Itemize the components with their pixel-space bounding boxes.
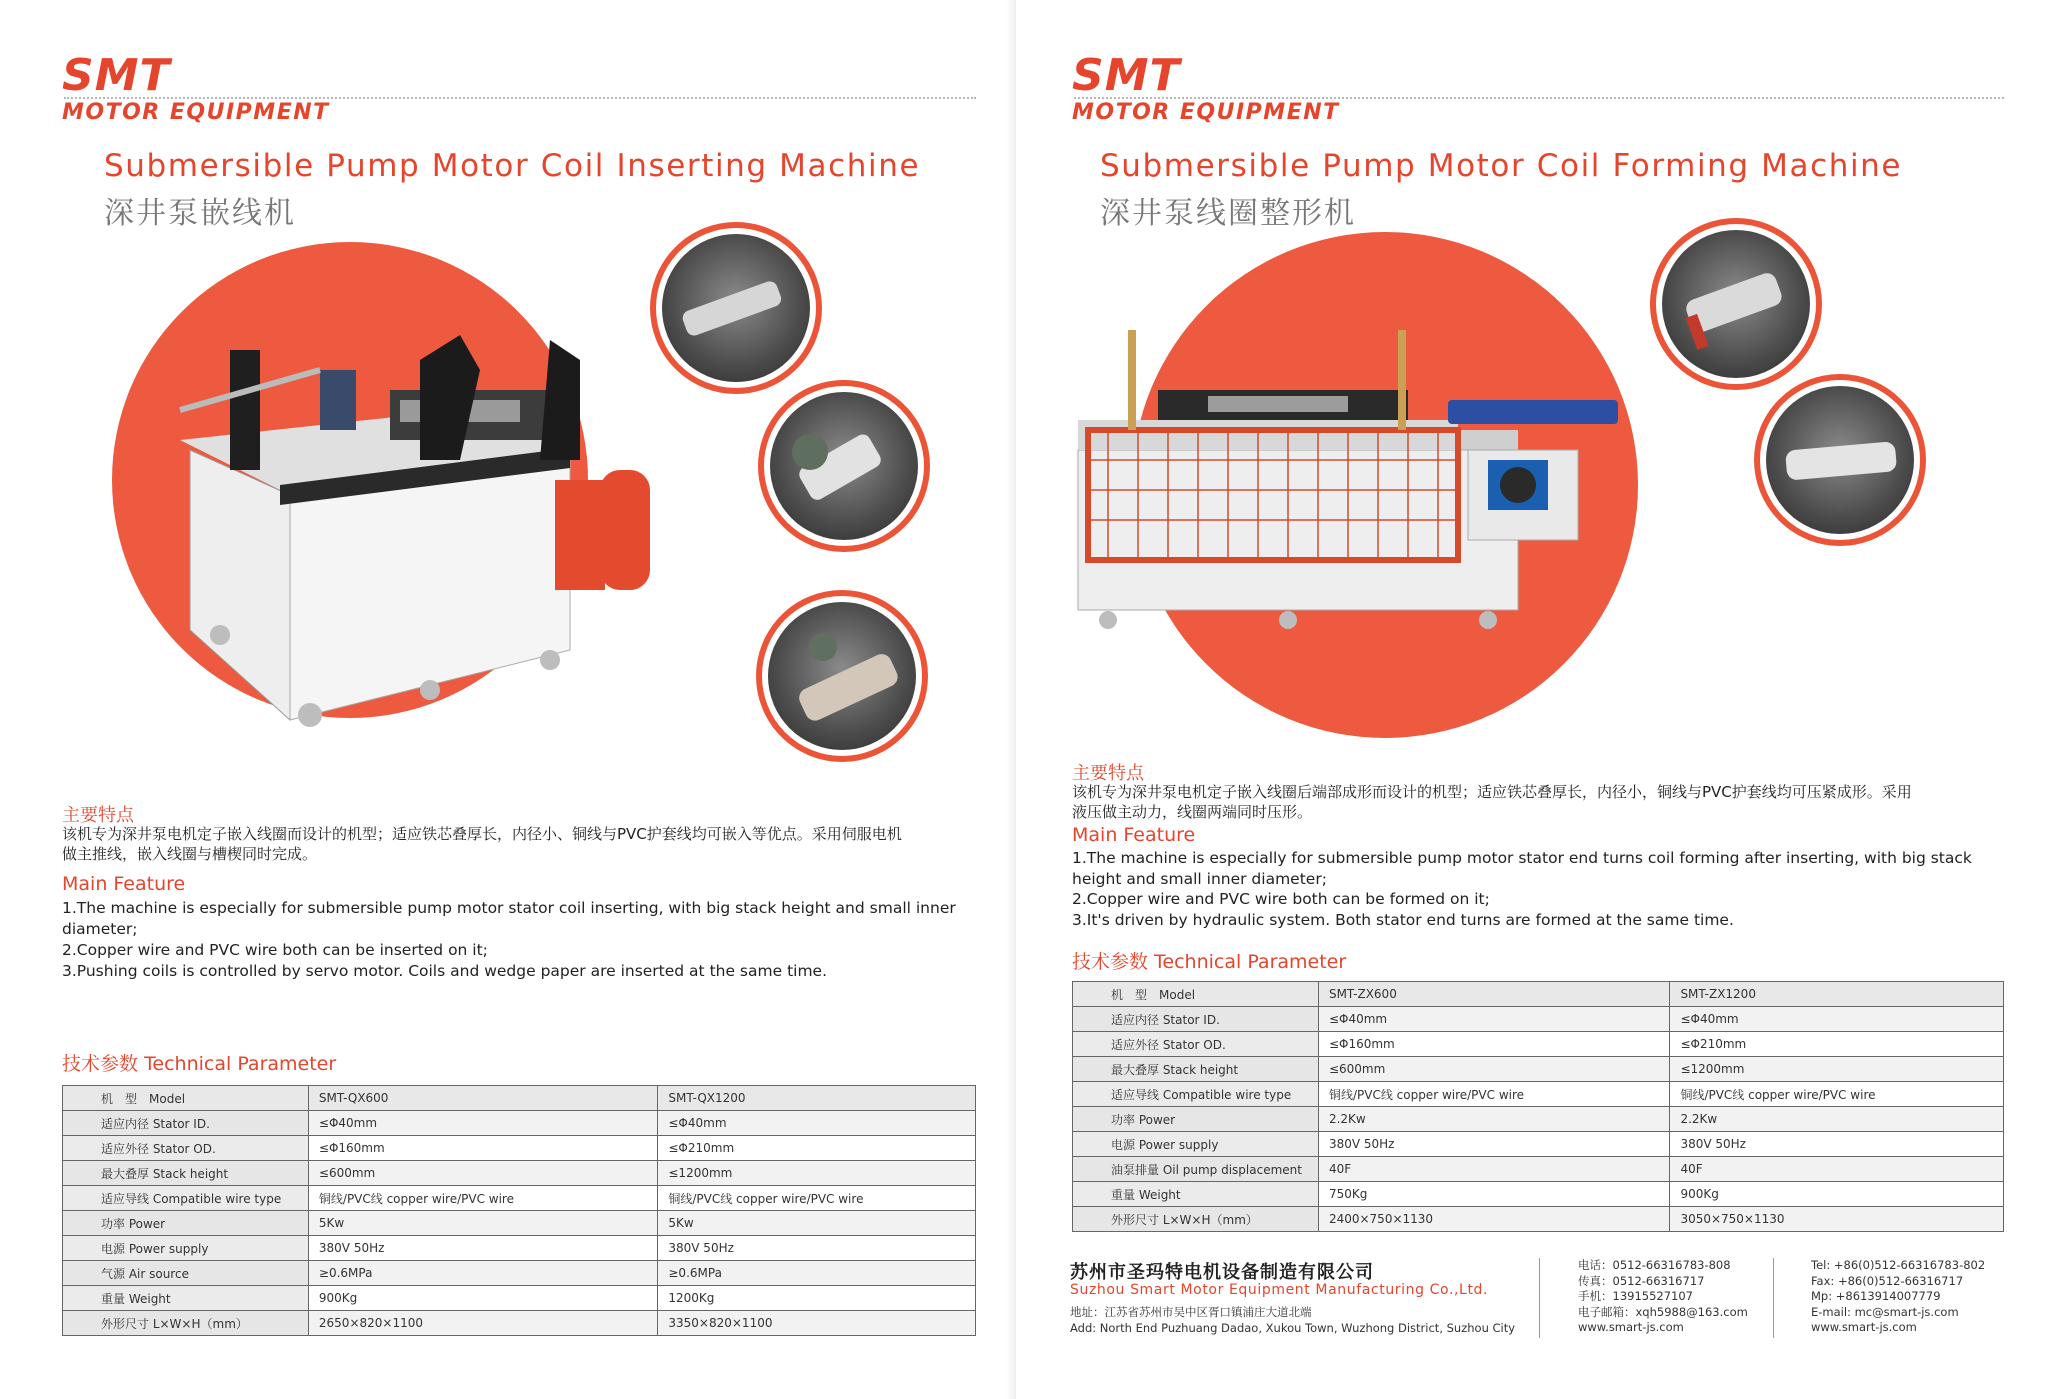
table-value-cell: ≤Φ160mm: [1318, 1032, 1669, 1057]
table-value-cell: 5Kw: [658, 1211, 976, 1236]
feature-line: 液压做主动力，线圈两端同时压形。: [1072, 803, 1313, 821]
brand-subtitle: MOTOR EQUIPMENT: [62, 100, 330, 125]
table-value-cell: 2400×750×1130: [1318, 1207, 1669, 1232]
table-label-cell: 适应导线 Compatible wire type: [1073, 1082, 1319, 1107]
table-row: [1073, 1157, 2004, 1182]
table-value-cell: SMT-QX600: [308, 1086, 657, 1111]
brand-name: SMT: [62, 50, 171, 101]
table-label-cell: 适应内径 Stator ID.: [63, 1111, 309, 1136]
table-value-cell: ≤600mm: [1318, 1057, 1669, 1082]
page-title-en: Submersible Pump Motor Coil Forming Machine: [1100, 148, 1903, 184]
table-label-cell: 适应导线 Compatible wire type: [63, 1186, 309, 1211]
table-row: [63, 1236, 976, 1261]
table-label-cell: 适应外径 Stator OD.: [1073, 1032, 1319, 1057]
table-value-cell: ≤600mm: [308, 1161, 657, 1186]
table-row: [63, 1111, 976, 1136]
stator-detail-photo: [1766, 386, 1914, 534]
table-label-cell: 机 型 Model: [1073, 982, 1319, 1007]
table-header-row: [1073, 982, 2004, 1007]
feature-text-cn: [62, 824, 982, 864]
page-title-en: Submersible Pump Motor Coil Inserting Machine: [104, 148, 921, 184]
feature-heading-cn: 主要特点: [62, 805, 134, 826]
left-page: [0, 0, 1016, 1399]
feature-line: 3.It's driven by hydraulic system. Both stator end turns are formed at the same time.: [1072, 910, 1734, 929]
table-row: [1073, 1007, 2004, 1032]
table-label-cell: 机 型 Model: [63, 1086, 309, 1111]
table-row: [63, 1211, 976, 1236]
contact-line: Tel: +86(0)512-66316783-802: [1811, 1258, 1986, 1272]
feature-line: height and small inner diameter;: [1072, 869, 1327, 888]
table-row: [1073, 1182, 2004, 1207]
table-value-cell: 3350×820×1100: [658, 1311, 976, 1336]
feature-heading-en: Main Feature: [1072, 824, 1196, 846]
table-label-cell: 重量 Weight: [1073, 1182, 1319, 1207]
table-row: [1073, 1107, 2004, 1132]
feature-text-cn: [1072, 782, 2012, 822]
detail-photo-3: [756, 590, 928, 762]
table-row: [63, 1286, 976, 1311]
detail-photo-2: [758, 380, 930, 552]
table-value-cell: 900Kg: [308, 1286, 657, 1311]
table-row: [63, 1261, 976, 1286]
table-value-cell: ≤Φ40mm: [1670, 1007, 2004, 1032]
website-link[interactable]: www.smart-js.com: [1578, 1320, 1684, 1334]
table-row: [1073, 1032, 2004, 1057]
table-value-cell: 铜线/PVC线 copper wire/PVC wire: [1318, 1082, 1669, 1107]
table-value-cell: ≤Φ210mm: [1670, 1032, 2004, 1057]
table-value-cell: 铜线/PVC线 copper wire/PVC wire: [658, 1186, 976, 1211]
table-header-row: [63, 1086, 976, 1111]
contact-line: Mp: +8613914007779: [1811, 1289, 1941, 1303]
table-label-cell: 外形尺寸 L×W×H（mm）: [1073, 1207, 1319, 1232]
table-row: [63, 1136, 976, 1161]
table-row: [1073, 1207, 2004, 1232]
contact-line: 电子邮箱：xqh5988@163.com: [1578, 1304, 1748, 1319]
feature-line: 2.Copper wire and PVC wire both can be formed on it;: [1072, 890, 1490, 908]
address-cn: 地址：江苏省苏州市吴中区胥口镇浦庄大道北端: [1070, 1305, 1312, 1319]
brand-logo-left: [62, 52, 330, 126]
feature-line: 该机专为深井泵电机定子嵌入线圈而设计的机型；适应铁芯叠厚长，内径小、铜线与PVC护套线均可嵌入等优点。采用伺服电机: [62, 825, 902, 843]
spec-table-left: [62, 1085, 976, 1336]
spec-table-right: [1072, 981, 2004, 1232]
table-value-cell: SMT-ZX1200: [1670, 982, 2004, 1007]
table-label-cell: 重量 Weight: [63, 1286, 309, 1311]
table-value-cell: 40F: [1318, 1157, 1669, 1182]
footer-separator: [1773, 1258, 1774, 1338]
company-name-en: Suzhou Smart Motor Equipment Manufacturing Co.,Ltd.: [1070, 1282, 1489, 1298]
table-label-cell: 功率 Power: [63, 1211, 309, 1236]
contact-line: 电话：0512-66316783-808: [1578, 1258, 1731, 1272]
table-label-cell: 外形尺寸 L×W×H（mm）: [63, 1311, 309, 1336]
detail-photo-1: [1650, 218, 1822, 390]
address-block: [1070, 1305, 1515, 1336]
feature-line: 做主推线，嵌入线圈与槽楔同时完成。: [62, 845, 318, 863]
table-row: [63, 1186, 976, 1211]
contact-en: [1811, 1258, 1985, 1336]
table-value-cell: 1200Kg: [658, 1286, 976, 1311]
table-label-cell: 电源 Power supply: [1073, 1132, 1319, 1157]
footer-separator: [1539, 1258, 1540, 1338]
table-value-cell: 3050×750×1130: [1670, 1207, 2004, 1232]
table-value-cell: 铜线/PVC线 copper wire/PVC wire: [308, 1186, 657, 1211]
feature-line: diameter;: [62, 920, 138, 938]
table-label-cell: 气源 Air source: [63, 1261, 309, 1286]
stator-detail-photo: [768, 602, 916, 750]
table-value-cell: ≤Φ40mm: [308, 1111, 657, 1136]
table-value-cell: SMT-ZX600: [1318, 982, 1669, 1007]
feature-heading-cn: 主要特点: [1072, 763, 1144, 784]
table-row: [1073, 1082, 2004, 1107]
feature-line: 1.The machine is especially for submersible pump motor stator coil inserting, with big stack height and small inner: [62, 899, 956, 917]
brand-subtitle: MOTOR EQUIPMENT: [1072, 100, 1340, 125]
table-label-cell: 功率 Power: [1073, 1107, 1319, 1132]
website-link[interactable]: www.smart-js.com: [1811, 1320, 1917, 1334]
detail-photo-2: [1754, 374, 1926, 546]
table-value-cell: ≤Φ40mm: [658, 1111, 976, 1136]
feature-text-en: [1072, 848, 2022, 930]
table-value-cell: 5Kw: [308, 1211, 657, 1236]
contact-line: 传真：0512-66316717: [1578, 1273, 1705, 1288]
feature-line: 1.The machine is especially for submersible pump motor stator end turns coil forming after inserting, with big stack: [1072, 849, 1972, 867]
contact-line: 手机：13915527107: [1578, 1289, 1693, 1303]
table-label-cell: 适应内径 Stator ID.: [1073, 1007, 1319, 1032]
table-value-cell: 2.2Kw: [1318, 1107, 1669, 1132]
table-value-cell: ≥0.6MPa: [658, 1261, 976, 1286]
table-value-cell: 900Kg: [1670, 1182, 2004, 1207]
table-value-cell: 380V 50Hz: [658, 1236, 976, 1261]
table-value-cell: 380V 50Hz: [1318, 1132, 1669, 1157]
stator-detail-photo: [770, 392, 918, 540]
table-label-cell: 油泵排量 Oil pump displacement: [1073, 1157, 1319, 1182]
table-value-cell: ≤Φ160mm: [308, 1136, 657, 1161]
contact-line: Fax: +86(0)512-66316717: [1811, 1273, 1964, 1288]
page-title-cn: 深井泵线圈整形机: [1100, 196, 1356, 231]
table-value-cell: 750Kg: [1318, 1182, 1669, 1207]
table-value-cell: 铜线/PVC线 copper wire/PVC wire: [1670, 1082, 2004, 1107]
param-heading: 技术参数 Technical Parameter: [62, 1053, 337, 1075]
table-value-cell: 40F: [1670, 1157, 2004, 1182]
table-label-cell: 最大叠厚 Stack height: [63, 1161, 309, 1186]
table-row: [63, 1161, 976, 1186]
right-page: [1016, 0, 2048, 1399]
brand-name: SMT: [1072, 50, 1181, 101]
contact-cn: [1578, 1258, 1748, 1336]
table-value-cell: 380V 50Hz: [308, 1236, 657, 1261]
param-heading: 技术参数 Technical Parameter: [1072, 951, 1347, 973]
table-value-cell: SMT-QX1200: [658, 1086, 976, 1111]
table-value-cell: 380V 50Hz: [1670, 1132, 2004, 1157]
table-row: [63, 1311, 976, 1336]
table-label-cell: 最大叠厚 Stack height: [1073, 1057, 1319, 1082]
table-value-cell: ≤1200mm: [658, 1161, 976, 1186]
table-label-cell: 电源 Power supply: [63, 1236, 309, 1261]
table-label-cell: 适应外径 Stator OD.: [63, 1136, 309, 1161]
feature-heading-en: Main Feature: [62, 873, 186, 895]
header-divider: [1074, 97, 2004, 99]
address-en: Add: North End Puzhuang Dadao, Xukou Town, Wuzhong District, Suzhou City: [1070, 1320, 1516, 1335]
stator-detail-photo: [662, 234, 810, 382]
coil-forming-machine-illustration: [1068, 320, 1628, 640]
company-name-cn: 苏州市圣玛特电机设备制造有限公司: [1070, 1262, 1374, 1283]
brand-logo-right: [1072, 52, 1340, 126]
contact-line: E-mail: mc@smart-js.com: [1811, 1304, 1959, 1319]
table-value-cell: 2.2Kw: [1670, 1107, 2004, 1132]
feature-line: 2.Copper wire and PVC wire both can be inserted on it;: [62, 941, 488, 959]
header-divider: [64, 97, 976, 99]
detail-photo-1: [650, 222, 822, 394]
feature-line: 该机专为深井泵电机定子嵌入线圈后端部成形而设计的机型；适应铁芯叠厚长，内径小，铜线与PVC护套线均可压紧成形。采用: [1072, 783, 1912, 801]
stator-detail-photo: [1662, 230, 1810, 378]
table-value-cell: ≤Φ40mm: [1318, 1007, 1669, 1032]
table-row: [1073, 1132, 2004, 1157]
table-value-cell: ≥0.6MPa: [308, 1261, 657, 1286]
table-value-cell: ≤Φ210mm: [658, 1136, 976, 1161]
feature-text-en: [62, 898, 1002, 982]
page-title-cn: 深井泵嵌线机: [104, 196, 296, 231]
table-row: [1073, 1057, 2004, 1082]
coil-inserting-machine-illustration: [160, 300, 660, 730]
feature-line: 3.Pushing coils is controlled by servo motor. Coils and wedge paper are inserted at the same time.: [62, 962, 828, 980]
table-value-cell: 2650×820×1100: [308, 1311, 657, 1336]
table-value-cell: ≤1200mm: [1670, 1057, 2004, 1082]
